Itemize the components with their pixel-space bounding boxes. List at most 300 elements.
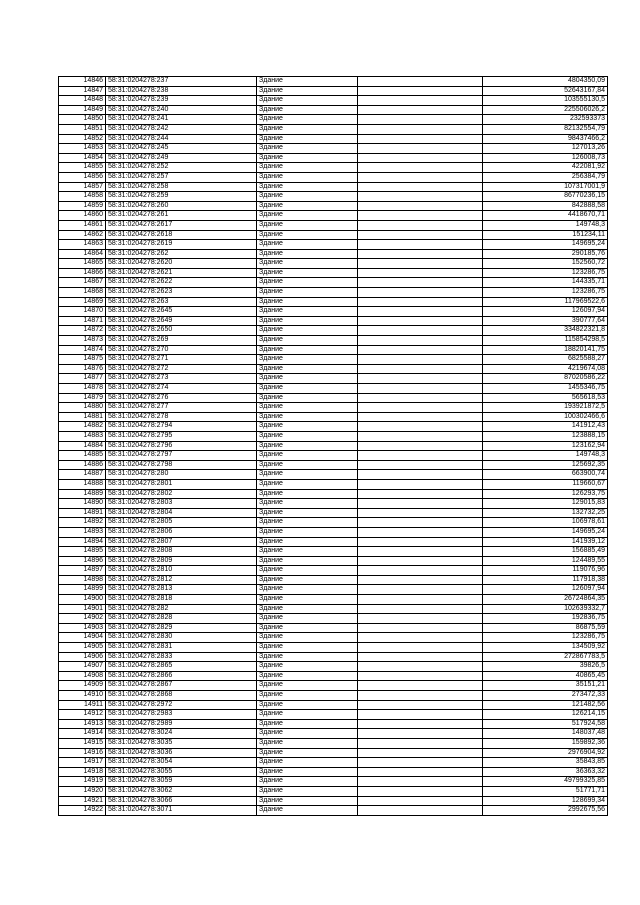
cadastral-value: 4804350,09: [483, 77, 608, 87]
cadastral-number: 58:31:0204278:3024: [106, 729, 257, 739]
row-number: 14917: [59, 758, 106, 768]
object-type: Здание: [257, 671, 358, 681]
table-row: [59, 86, 608, 96]
cadastral-number: 58:31:0204278:277: [106, 403, 257, 413]
cadastral-number: 58:31:0204278:2796: [106, 441, 257, 451]
cadastral-number: 58:31:0204278:276: [106, 393, 257, 403]
row-number: 14848: [59, 96, 106, 106]
cadastral-value: 100302466,6: [483, 412, 608, 422]
table-row: [59, 393, 608, 403]
table-row: [59, 518, 608, 528]
row-number: 14876: [59, 364, 106, 374]
empty-cell: [358, 777, 483, 787]
empty-cell: [358, 364, 483, 374]
row-number: 14866: [59, 268, 106, 278]
object-type: Здание: [257, 441, 358, 451]
object-type: Здание: [257, 767, 358, 777]
cadastral-number: 58:31:0204278:2812: [106, 575, 257, 585]
empty-cell: [358, 259, 483, 269]
cadastral-value: 126097,94: [483, 307, 608, 317]
cadastral-number: 58:31:0204278:272: [106, 364, 257, 374]
cadastral-number: 58:31:0204278:2622: [106, 278, 257, 288]
empty-cell: [358, 77, 483, 87]
empty-cell: [358, 623, 483, 633]
table-row: [59, 355, 608, 365]
row-number: 14904: [59, 633, 106, 643]
object-type: Здание: [257, 77, 358, 87]
object-type: Здание: [257, 786, 358, 796]
empty-cell: [358, 278, 483, 288]
table-row: [59, 806, 608, 816]
table-row: [59, 192, 608, 202]
object-type: Здание: [257, 777, 358, 787]
object-type: Здание: [257, 566, 358, 576]
object-type: Здание: [257, 758, 358, 768]
table-row: [59, 230, 608, 240]
empty-cell: [358, 719, 483, 729]
row-number: 14901: [59, 604, 106, 614]
object-type: Здание: [257, 326, 358, 336]
document-page: [58, 76, 605, 816]
row-number: 14874: [59, 345, 106, 355]
row-number: 14922: [59, 806, 106, 816]
cadastral-value: 102639332,7: [483, 604, 608, 614]
row-number: 14854: [59, 153, 106, 163]
object-type: Здание: [257, 163, 358, 173]
table-row: [59, 777, 608, 787]
cadastral-value: 149695,24: [483, 527, 608, 537]
object-type: Здание: [257, 288, 358, 298]
table-row: [59, 336, 608, 346]
cadastral-number: 58:31:0204278:2868: [106, 691, 257, 701]
row-number: 14883: [59, 431, 106, 441]
cadastral-value: 52643167,84: [483, 86, 608, 96]
cadastral-value: 149748,3: [483, 220, 608, 230]
empty-cell: [358, 355, 483, 365]
table-row: [59, 460, 608, 470]
empty-cell: [358, 518, 483, 528]
table-row: [59, 786, 608, 796]
empty-cell: [358, 710, 483, 720]
cadastral-number: 58:31:0204278:3071: [106, 806, 257, 816]
cadastral-number: 58:31:0204278:2831: [106, 643, 257, 653]
table-row: [59, 691, 608, 701]
table-row: [59, 431, 608, 441]
table-row: [59, 710, 608, 720]
cadastral-value: 126097,94: [483, 585, 608, 595]
table-row: [59, 748, 608, 758]
object-type: Здание: [257, 431, 358, 441]
object-type: Здание: [257, 96, 358, 106]
table-row: [59, 288, 608, 298]
row-number: 14884: [59, 441, 106, 451]
cadastral-number: 58:31:0204278:2866: [106, 671, 257, 681]
cadastral-value: 334822321,8: [483, 326, 608, 336]
cadastral-value: 123888,15: [483, 431, 608, 441]
cadastral-number: 58:31:0204278:269: [106, 336, 257, 346]
empty-cell: [358, 211, 483, 221]
cadastral-value: 290185,76: [483, 249, 608, 259]
object-type: Здание: [257, 115, 358, 125]
cadastral-value: 40865,45: [483, 671, 608, 681]
cadastral-number: 58:31:0204278:2801: [106, 479, 257, 489]
object-type: Здание: [257, 134, 358, 144]
row-number: 14895: [59, 547, 106, 557]
table-row: [59, 537, 608, 547]
row-number: 14911: [59, 700, 106, 710]
row-number: 14872: [59, 326, 106, 336]
empty-cell: [358, 307, 483, 317]
object-type: Здание: [257, 604, 358, 614]
cadastral-value: 117969522,6: [483, 297, 608, 307]
empty-cell: [358, 201, 483, 211]
cadastral-value: 422081,92: [483, 163, 608, 173]
table-row: [59, 345, 608, 355]
empty-cell: [358, 441, 483, 451]
object-type: Здание: [257, 508, 358, 518]
table-row: [59, 643, 608, 653]
row-number: 14856: [59, 172, 106, 182]
object-type: Здание: [257, 652, 358, 662]
cadastral-value-table: [58, 76, 608, 816]
cadastral-value: 26724864,35: [483, 595, 608, 605]
row-number: 14889: [59, 489, 106, 499]
table-row: [59, 547, 608, 557]
empty-cell: [358, 326, 483, 336]
cadastral-value: 121482,56: [483, 700, 608, 710]
object-type: Здание: [257, 249, 358, 259]
row-number: 14849: [59, 105, 106, 115]
object-type: Здание: [257, 681, 358, 691]
cadastral-value: 565618,53: [483, 393, 608, 403]
row-number: 14868: [59, 288, 106, 298]
table-row: [59, 662, 608, 672]
object-type: Здание: [257, 623, 358, 633]
row-number: 14893: [59, 527, 106, 537]
cadastral-value: 126293,75: [483, 489, 608, 499]
cadastral-value: 156885,49: [483, 547, 608, 557]
empty-cell: [358, 163, 483, 173]
cadastral-number: 58:31:0204278:3036: [106, 748, 257, 758]
cadastral-value: 273472,33: [483, 691, 608, 701]
object-type: Здание: [257, 86, 358, 96]
row-number: 14879: [59, 393, 106, 403]
table-row: [59, 575, 608, 585]
empty-cell: [358, 86, 483, 96]
row-number: 14896: [59, 556, 106, 566]
cadastral-number: 58:31:0204278:237: [106, 77, 257, 87]
row-number: 14908: [59, 671, 106, 681]
object-type: Здание: [257, 585, 358, 595]
table-row: [59, 738, 608, 748]
cadastral-number: 58:31:0204278:2645: [106, 307, 257, 317]
cadastral-number: 58:31:0204278:260: [106, 201, 257, 211]
object-type: Здание: [257, 211, 358, 221]
empty-cell: [358, 643, 483, 653]
cadastral-value: 123162,94: [483, 441, 608, 451]
cadastral-number: 58:31:0204278:3062: [106, 786, 257, 796]
cadastral-number: 58:31:0204278:252: [106, 163, 257, 173]
row-number: 14914: [59, 729, 106, 739]
row-number: 14900: [59, 595, 106, 605]
cadastral-value: 148037,48: [483, 729, 608, 739]
row-number: 14915: [59, 738, 106, 748]
row-number: 14880: [59, 403, 106, 413]
table-row: [59, 681, 608, 691]
cadastral-value: 87020586,22: [483, 374, 608, 384]
empty-cell: [358, 96, 483, 106]
cadastral-number: 58:31:0204278:2809: [106, 556, 257, 566]
cadastral-number: 58:31:0204278:2802: [106, 489, 257, 499]
row-number: 14869: [59, 297, 106, 307]
cadastral-value: 1455346,75: [483, 384, 608, 394]
cadastral-number: 58:31:0204278:257: [106, 172, 257, 182]
cadastral-number: 58:31:0204278:2807: [106, 537, 257, 547]
object-type: Здание: [257, 633, 358, 643]
empty-cell: [358, 633, 483, 643]
empty-cell: [358, 124, 483, 134]
empty-cell: [358, 652, 483, 662]
cadastral-number: 58:31:0204278:2797: [106, 451, 257, 461]
object-type: Здание: [257, 729, 358, 739]
table-row: [59, 412, 608, 422]
row-number: 14859: [59, 201, 106, 211]
cadastral-number: 58:31:0204278:2983: [106, 710, 257, 720]
cadastral-value: 517924,58: [483, 719, 608, 729]
cadastral-value: 18820141,75: [483, 345, 608, 355]
row-number: 14886: [59, 460, 106, 470]
row-number: 14910: [59, 691, 106, 701]
table-row: [59, 297, 608, 307]
cadastral-number: 58:31:0204278:282: [106, 604, 257, 614]
cadastral-value: 123286,75: [483, 288, 608, 298]
row-number: 14878: [59, 384, 106, 394]
object-type: Здание: [257, 806, 358, 816]
cadastral-number: 58:31:0204278:2623: [106, 288, 257, 298]
object-type: Здание: [257, 499, 358, 509]
table-row: [59, 422, 608, 432]
table-row: [59, 604, 608, 614]
row-number: 14851: [59, 124, 106, 134]
empty-cell: [358, 527, 483, 537]
object-type: Здание: [257, 537, 358, 547]
object-type: Здание: [257, 316, 358, 326]
cadastral-number: 58:31:0204278:273: [106, 374, 257, 384]
row-number: 14906: [59, 652, 106, 662]
row-number: 14894: [59, 537, 106, 547]
empty-cell: [358, 105, 483, 115]
cadastral-number: 58:31:0204278:3054: [106, 758, 257, 768]
empty-cell: [358, 556, 483, 566]
cadastral-number: 58:31:0204278:3055: [106, 767, 257, 777]
table-row: [59, 96, 608, 106]
empty-cell: [358, 403, 483, 413]
row-number: 14858: [59, 192, 106, 202]
cadastral-number: 58:31:0204278:242: [106, 124, 257, 134]
cadastral-value: 35151,21: [483, 681, 608, 691]
object-type: Здание: [257, 595, 358, 605]
cadastral-value: 35843,85: [483, 758, 608, 768]
cadastral-value: 193921872,5: [483, 403, 608, 413]
object-type: Здание: [257, 259, 358, 269]
object-type: Здание: [257, 575, 358, 585]
object-type: Здание: [257, 547, 358, 557]
object-type: Здание: [257, 201, 358, 211]
cadastral-number: 58:31:0204278:2621: [106, 268, 257, 278]
empty-cell: [358, 422, 483, 432]
cadastral-number: 58:31:0204278:2865: [106, 662, 257, 672]
cadastral-value: 159892,36: [483, 738, 608, 748]
cadastral-number: 58:31:0204278:259: [106, 192, 257, 202]
cadastral-number: 58:31:0204278:2818: [106, 595, 257, 605]
cadastral-number: 58:31:0204278:2829: [106, 623, 257, 633]
table-row: [59, 124, 608, 134]
cadastral-number: 58:31:0204278:280: [106, 470, 257, 480]
cadastral-value: 149695,24: [483, 240, 608, 250]
object-type: Здание: [257, 691, 358, 701]
table-row: [59, 479, 608, 489]
object-type: Здание: [257, 403, 358, 413]
empty-cell: [358, 575, 483, 585]
row-number: 14865: [59, 259, 106, 269]
cadastral-value: 144335,71: [483, 278, 608, 288]
row-number: 14919: [59, 777, 106, 787]
cadastral-number: 58:31:0204278:2833: [106, 652, 257, 662]
table-row: [59, 326, 608, 336]
row-number: 14907: [59, 662, 106, 672]
empty-cell: [358, 451, 483, 461]
object-type: Здание: [257, 662, 358, 672]
table-row: [59, 172, 608, 182]
object-type: Здание: [257, 374, 358, 384]
table-row: [59, 585, 608, 595]
empty-cell: [358, 336, 483, 346]
empty-cell: [358, 268, 483, 278]
object-type: Здание: [257, 172, 358, 182]
cadastral-number: 58:31:0204278:2795: [106, 431, 257, 441]
object-type: Здание: [257, 355, 358, 365]
empty-cell: [358, 499, 483, 509]
cadastral-number: 58:31:0204278:2620: [106, 259, 257, 269]
empty-cell: [358, 374, 483, 384]
empty-cell: [358, 738, 483, 748]
object-type: Здание: [257, 738, 358, 748]
table-row: [59, 105, 608, 115]
row-number: 14846: [59, 77, 106, 87]
empty-cell: [358, 192, 483, 202]
object-type: Здание: [257, 278, 358, 288]
empty-cell: [358, 316, 483, 326]
object-type: Здание: [257, 796, 358, 806]
cadastral-number: 58:31:0204278:3035: [106, 738, 257, 748]
object-type: Здание: [257, 220, 358, 230]
object-type: Здание: [257, 230, 358, 240]
empty-cell: [358, 431, 483, 441]
table-row: [59, 134, 608, 144]
cadastral-number: 58:31:0204278:263: [106, 297, 257, 307]
empty-cell: [358, 796, 483, 806]
table-row: [59, 489, 608, 499]
cadastral-number: 58:31:0204278:2972: [106, 700, 257, 710]
empty-cell: [358, 144, 483, 154]
row-number: 14852: [59, 134, 106, 144]
cadastral-value: 192836,75: [483, 614, 608, 624]
empty-cell: [358, 671, 483, 681]
cadastral-number: 58:31:0204278:2989: [106, 719, 257, 729]
row-number: 14909: [59, 681, 106, 691]
object-type: Здание: [257, 748, 358, 758]
cadastral-value: 6825588,27: [483, 355, 608, 365]
row-number: 14902: [59, 614, 106, 624]
empty-cell: [358, 662, 483, 672]
cadastral-number: 58:31:0204278:261: [106, 211, 257, 221]
cadastral-value: 126008,73: [483, 153, 608, 163]
cadastral-value: 232593373: [483, 115, 608, 125]
cadastral-number: 58:31:0204278:2618: [106, 230, 257, 240]
table-row: [59, 441, 608, 451]
object-type: Здание: [257, 240, 358, 250]
table-row: [59, 220, 608, 230]
cadastral-value: 103555130,5: [483, 96, 608, 106]
empty-cell: [358, 470, 483, 480]
empty-cell: [358, 479, 483, 489]
row-number: 14882: [59, 422, 106, 432]
cadastral-value: 151234,11: [483, 230, 608, 240]
table-row: [59, 374, 608, 384]
cadastral-number: 58:31:0204278:270: [106, 345, 257, 355]
object-type: Здание: [257, 144, 358, 154]
table-row: [59, 278, 608, 288]
table-row: [59, 796, 608, 806]
empty-cell: [358, 172, 483, 182]
row-number: 14847: [59, 86, 106, 96]
row-number: 14875: [59, 355, 106, 365]
table-row: [59, 595, 608, 605]
table-row: [59, 499, 608, 509]
object-type: Здание: [257, 518, 358, 528]
cadastral-value: 123286,75: [483, 633, 608, 643]
cadastral-value: 129015,83: [483, 499, 608, 509]
row-number: 14905: [59, 643, 106, 653]
row-number: 14899: [59, 585, 106, 595]
table-row: [59, 403, 608, 413]
table-row: [59, 508, 608, 518]
row-number: 14890: [59, 499, 106, 509]
empty-cell: [358, 240, 483, 250]
table-body: [59, 77, 608, 816]
empty-cell: [358, 681, 483, 691]
cadastral-value: 107317001,9: [483, 182, 608, 192]
object-type: Здание: [257, 336, 358, 346]
cadastral-number: 58:31:0204278:245: [106, 144, 257, 154]
object-type: Здание: [257, 153, 358, 163]
cadastral-value: 119076,96: [483, 566, 608, 576]
cadastral-number: 58:31:0204278:244: [106, 134, 257, 144]
row-number: 14857: [59, 182, 106, 192]
cadastral-value: 117918,38: [483, 575, 608, 585]
table-row: [59, 556, 608, 566]
object-type: Здание: [257, 556, 358, 566]
empty-cell: [358, 585, 483, 595]
cadastral-value: 4219674,08: [483, 364, 608, 374]
cadastral-value: 39826,5: [483, 662, 608, 672]
cadastral-number: 58:31:0204278:238: [106, 86, 257, 96]
row-number: 14850: [59, 115, 106, 125]
empty-cell: [358, 566, 483, 576]
cadastral-value: 134509,92: [483, 643, 608, 653]
object-type: Здание: [257, 479, 358, 489]
cadastral-number: 58:31:0204278:278: [106, 412, 257, 422]
